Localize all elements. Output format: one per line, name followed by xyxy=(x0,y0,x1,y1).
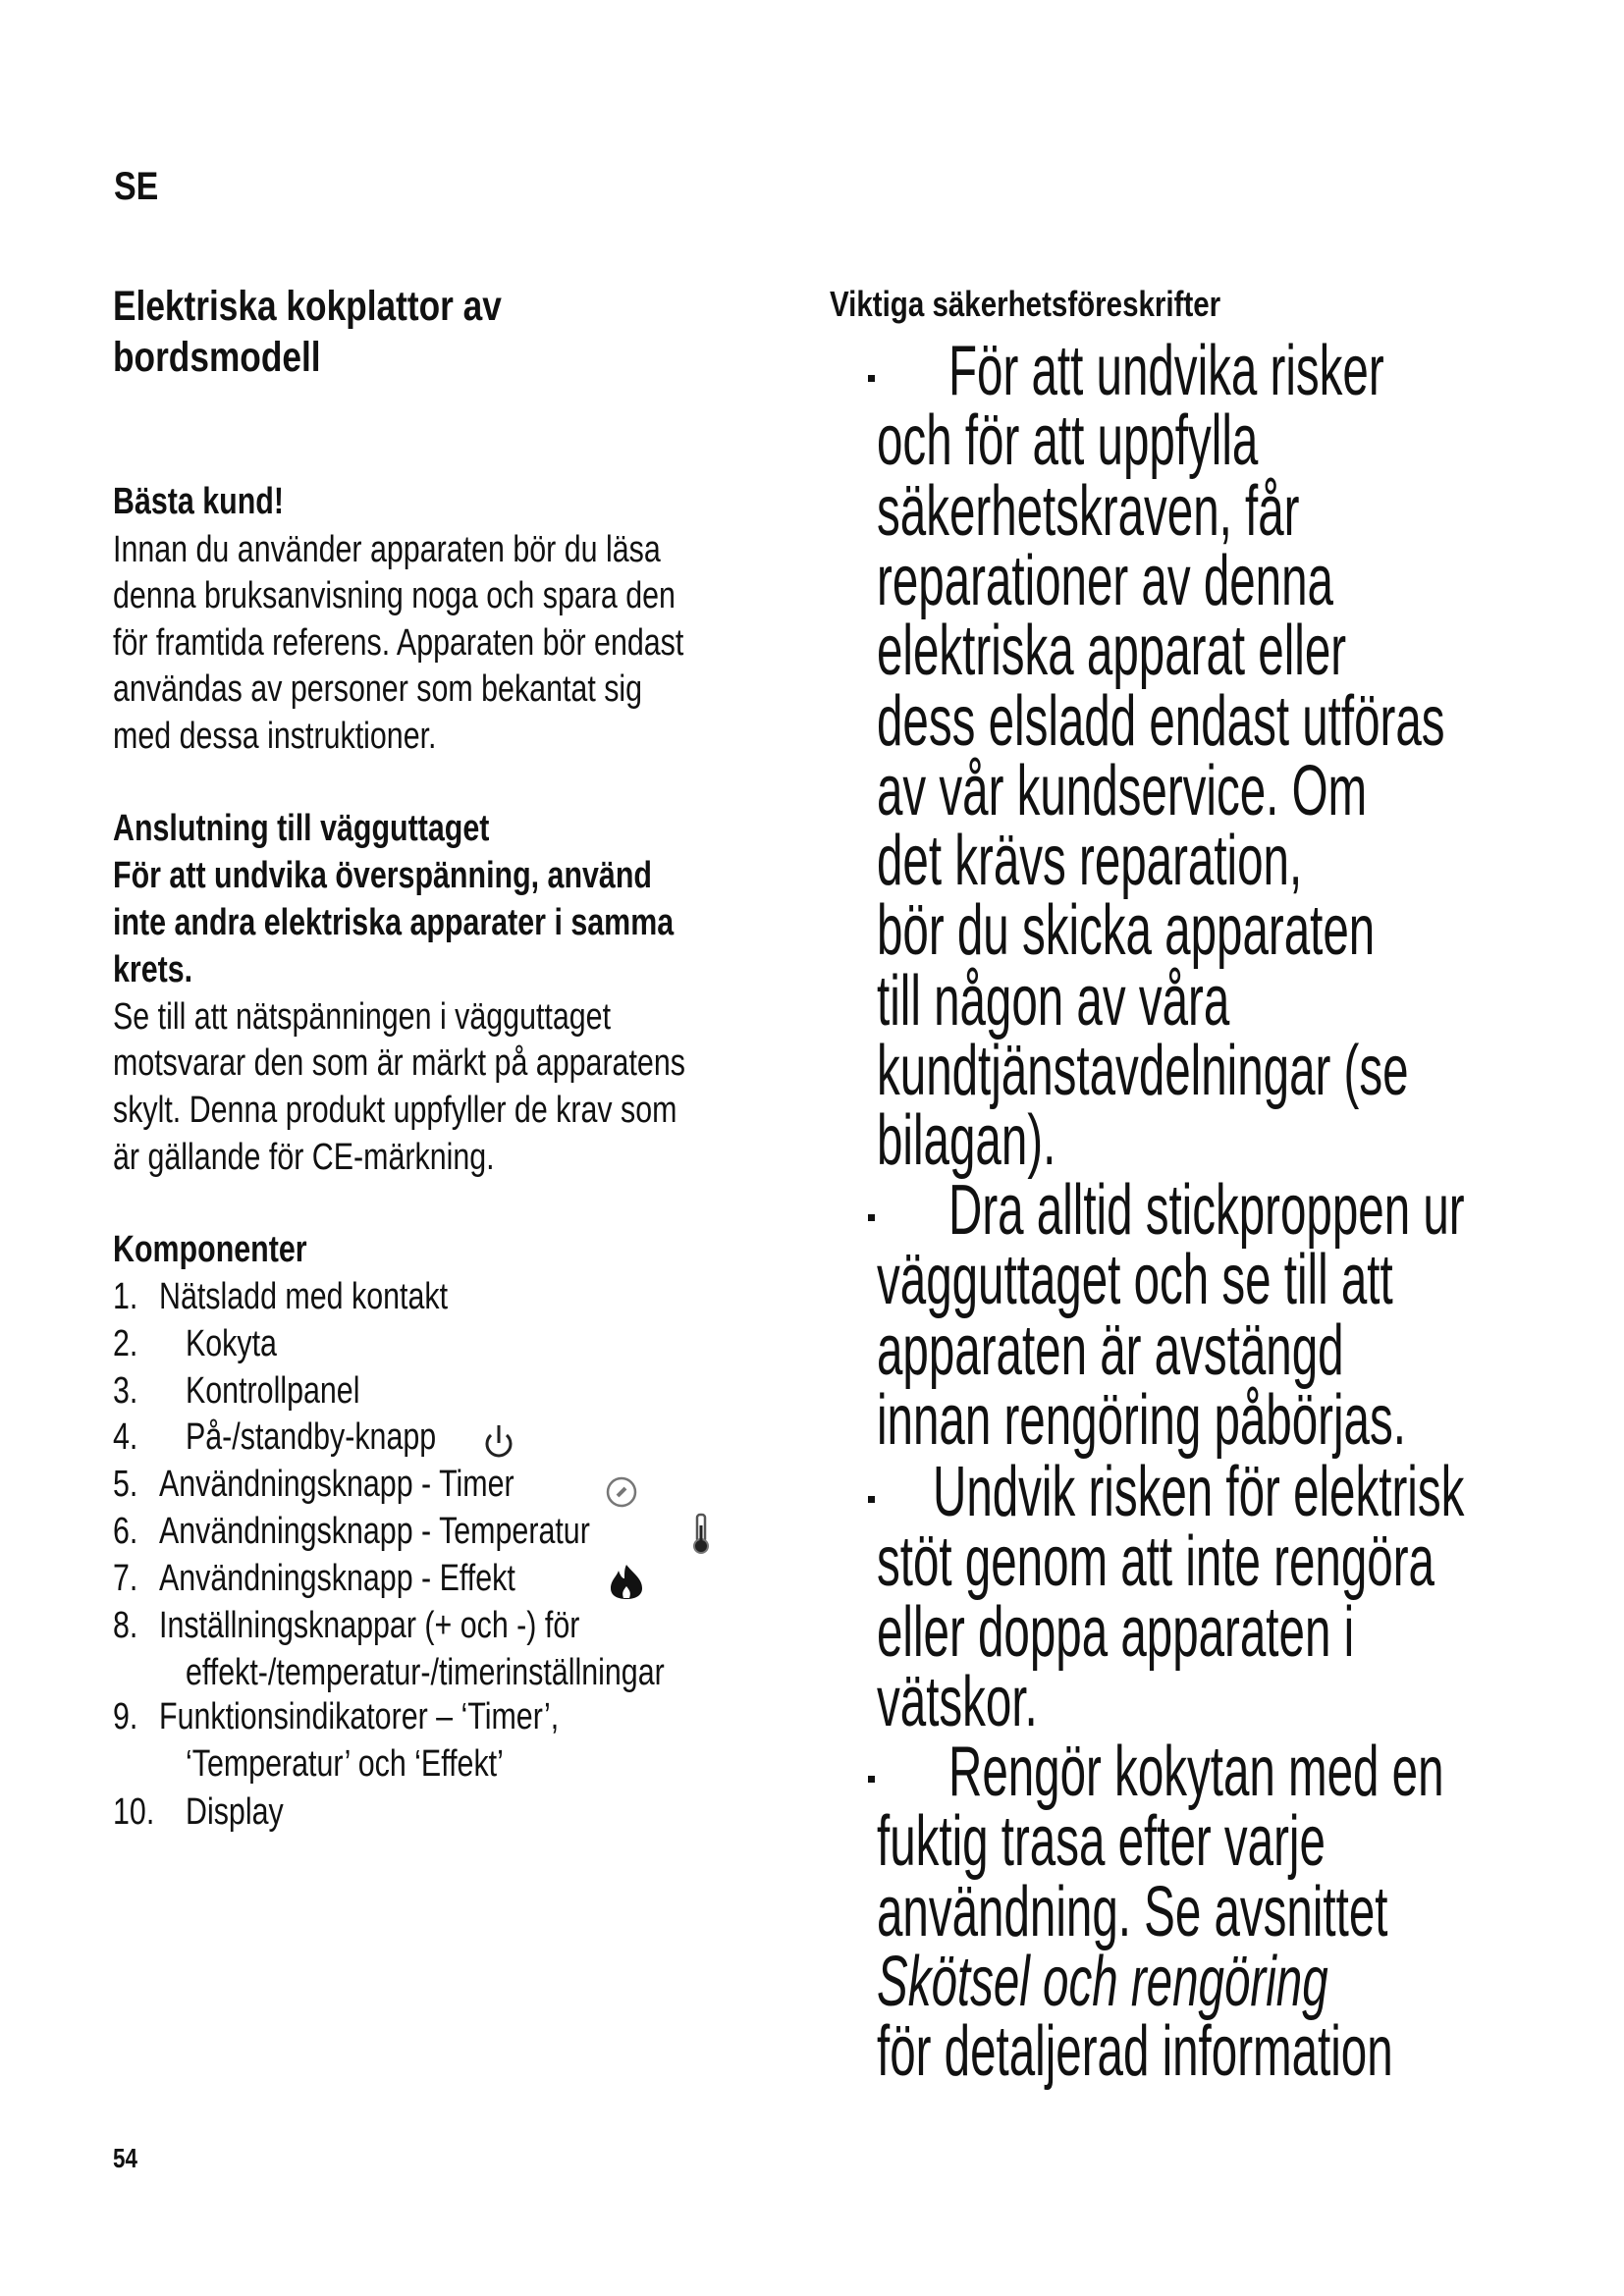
list-number: 6. xyxy=(113,1511,138,1552)
thermometer-icon xyxy=(689,1512,713,1555)
list-item: Display xyxy=(186,1791,284,1833)
safety-item-line: apparaten är avstängd xyxy=(877,1310,1344,1390)
connection-text: skylt. Denna produkt uppfyller de krav som xyxy=(113,1090,677,1131)
safety-item-line: reparationer av denna xyxy=(877,541,1333,620)
bullet-icon xyxy=(868,1214,875,1221)
connection-text: Se till att nätspänningen i vägguttaget xyxy=(113,996,612,1038)
greeting-text: för framtida referens. Apparaten bör endast xyxy=(113,622,684,664)
safety-heading: Viktiga säkerhetsföreskrifter xyxy=(830,284,1221,324)
safety-item-line: för detaljerad information xyxy=(877,2012,1393,2092)
connection-heading: Anslutning till vägguttaget xyxy=(113,808,490,849)
safety-item-line: bilagan). xyxy=(877,1101,1056,1181)
safety-item-line: eller doppa apparaten i xyxy=(877,1592,1355,1672)
safety-item-line: dess elsladd endast utföras xyxy=(877,681,1445,761)
flame-icon xyxy=(607,1563,646,1600)
connection-text: motsvarar den som är märkt på apparatens xyxy=(113,1042,685,1084)
bullet-icon xyxy=(868,1496,875,1503)
safety-item: Undvik risken för elektrisk xyxy=(933,1453,1465,1531)
list-item: Inställningsknappar (+ och -) för xyxy=(159,1605,580,1646)
list-number: 7. xyxy=(113,1558,138,1599)
safety-item-line: bör du skicka apparaten xyxy=(877,891,1376,971)
greeting-text: denna bruksanvisning noga och spara den xyxy=(113,575,676,616)
safety-item: För att undvika risker xyxy=(948,332,1384,410)
connection-text: är gällande för CE-märkning. xyxy=(113,1137,495,1178)
safety-item-line: säkerhetskraven, får xyxy=(877,471,1300,551)
list-number: 5. xyxy=(113,1464,138,1505)
safety-item-line: till någon av våra xyxy=(877,961,1230,1041)
list-number: 2. xyxy=(113,1323,138,1364)
safety-item-line: av vår kundservice. Om xyxy=(877,751,1368,830)
safety-item-line: elektriska apparat eller xyxy=(877,612,1347,691)
list-number: 9. xyxy=(113,1696,138,1737)
list-item: Nätsladd med kontakt xyxy=(159,1276,449,1317)
greeting-heading: Bästa kund! xyxy=(113,481,284,522)
safety-item-line: kundtjänstavdelningar (se xyxy=(877,1032,1409,1110)
components-heading: Komponenter xyxy=(113,1229,307,1270)
greeting-text: med dessa instruktioner. xyxy=(113,716,437,757)
list-number: 3. xyxy=(113,1370,138,1412)
safety-item: Rengör kokytan med en xyxy=(948,1733,1444,1811)
connection-warning: krets. xyxy=(113,949,193,990)
safety-item-line: innan rengöring påbörjas. xyxy=(877,1380,1406,1460)
safety-item-line: användning. Se avsnittet xyxy=(877,1872,1388,1951)
list-item: Kokyta xyxy=(186,1323,277,1364)
list-number: 8. xyxy=(113,1605,138,1646)
list-item-continued: ‘Temperatur’ och ‘Effekt’ xyxy=(186,1743,504,1785)
connection-warning: inte andra elektriska apparater i samma xyxy=(113,902,675,943)
connection-warning: För att undvika överspänning, använd xyxy=(113,855,652,896)
bullet-icon xyxy=(868,375,875,382)
greeting-text: Innan du använder apparaten bör du läsa xyxy=(113,529,661,570)
list-item: På-/standby-knapp xyxy=(186,1416,437,1458)
list-number: 10. xyxy=(113,1791,155,1833)
safety-item-line: det krävs reparation, xyxy=(877,822,1303,901)
safety-item-line: vägguttaget och se till att xyxy=(877,1241,1393,1320)
list-number: 1. xyxy=(113,1276,138,1317)
safety-item: Dra alltid stickproppen ur xyxy=(948,1171,1465,1250)
page-number: 54 xyxy=(113,2143,137,2173)
page-title-line2: bordsmodell xyxy=(113,334,321,381)
list-number: 4. xyxy=(113,1416,138,1458)
bullet-icon xyxy=(868,1776,875,1783)
language-code: SE xyxy=(114,165,159,208)
list-item-continued: effekt-/temperatur-/timerinställningar xyxy=(186,1652,665,1693)
power-icon xyxy=(481,1421,516,1461)
safety-item-line: fuktig trasa efter varje xyxy=(877,1802,1326,1882)
safety-item-line: stöt genom att inte rengöra xyxy=(877,1522,1435,1602)
timer-icon xyxy=(604,1474,639,1510)
list-item: Funktionsindikatorer – ‘Timer’, xyxy=(159,1696,560,1737)
list-item: Kontrollpanel xyxy=(186,1370,360,1412)
list-item: Användningsknapp - Timer xyxy=(159,1464,514,1505)
list-item: Användningsknapp - Effekt xyxy=(159,1558,515,1599)
safety-item-line: och för att uppfylla xyxy=(877,401,1259,481)
page-title: Elektriska kokplattor av xyxy=(113,283,502,330)
safety-item-line: Skötsel och rengöring xyxy=(877,1942,1328,2021)
safety-item-line: vätskor. xyxy=(877,1662,1038,1741)
list-item: Användningsknapp - Temperatur xyxy=(159,1511,590,1552)
greeting-text: användas av personer som bekantat sig xyxy=(113,668,643,710)
